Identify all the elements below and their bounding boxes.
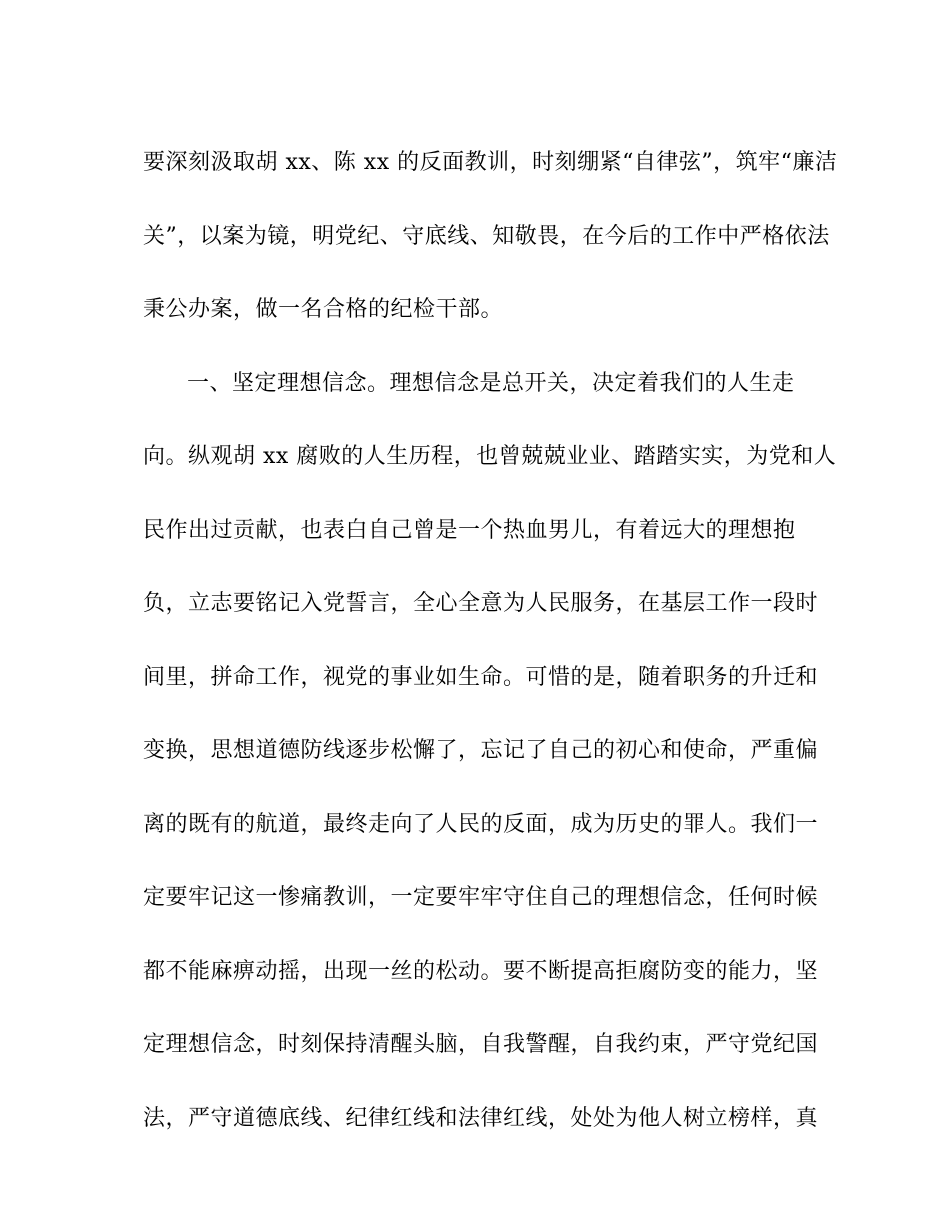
text-line: 变换，思想道德防线逐步松懈了，忘记了自己的初心和使命，严重偏: [143, 738, 819, 763]
text-line: 离的既有的航道，最终走向了人民的反面，成为历史的罪人。我们一: [143, 811, 819, 837]
text-line: 负，立志要铭记入党誓言，全心全意为人民服务，在基层工作一段时: [143, 591, 819, 616]
text-line: 向。纵观胡 xx 腐败的人生历程，也曾兢兢业业、踏踏实实，为党和人: [143, 444, 837, 469]
text-line: 关”，以案为镜，明党纪、守底线、知敬畏，在今后的工作中严格依法: [143, 223, 830, 249]
text-line: 秉公办案，做一名合格的纪检干部。: [143, 297, 504, 322]
text-line: 要深刻汲取胡 xx、陈 xx 的反面教训，时刻绷紧“自律弦”，筑牢“廉洁: [143, 150, 838, 175]
section-heading-line: 一、坚定理想信念。理想信念是总开关，决定着我们的人生走: [187, 370, 795, 396]
text-line: 定要牢记这一惨痛教训，一定要牢牢守住自己的理想信念，任何时候: [143, 885, 819, 910]
text-line: 都不能麻痹动摇，出现一丝的松动。要不断提高拒腐防变的能力，坚: [143, 958, 819, 984]
body-text: [143, 126, 838, 1155]
text-line: 民作出过贡献，也表白自己曾是一个热血男儿，有着远大的理想抱: [143, 517, 796, 543]
text-line: 定理想信念，时刻保持清醒头脑，自我警醒，自我约束，严守党纪国: [143, 1032, 819, 1057]
text-line: 间里，拼命工作，视党的事业如生命。可惜的是，随着职务的升迁和: [143, 664, 819, 690]
text-line: 法，严守道德底线、纪律红线和法律红线，处处为他人树立榜样，真: [143, 1105, 819, 1131]
